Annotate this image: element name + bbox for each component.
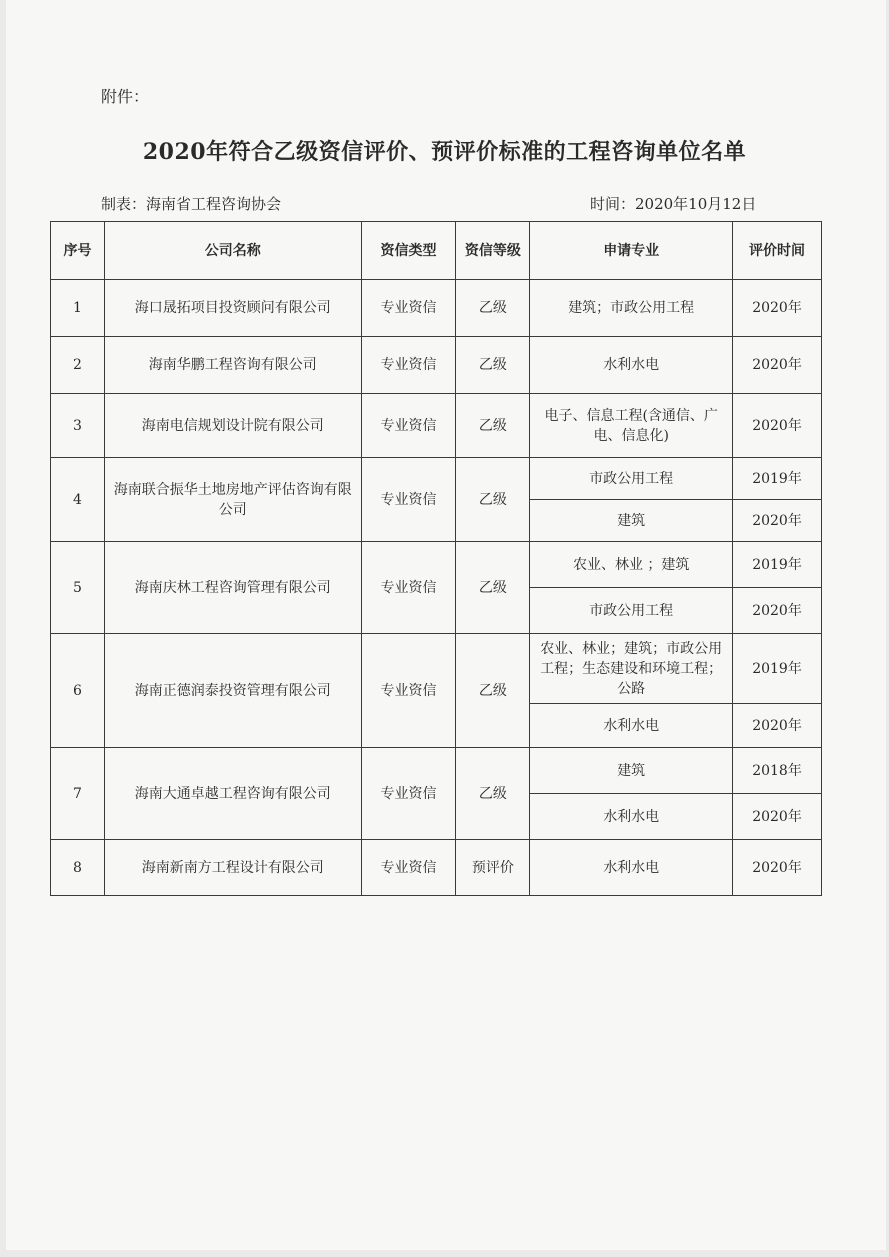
- table-maker: 制表：海南省工程咨询协会: [101, 195, 282, 213]
- cell-no: 4: [51, 458, 105, 542]
- cell-type: 专业资信: [361, 542, 456, 634]
- cell-major: 电子、信息工程(含通信、广电、信息化): [530, 394, 733, 458]
- cell-no: 6: [51, 634, 105, 748]
- cell-time: 2020年: [733, 280, 822, 337]
- header-time: 评价时间: [733, 222, 822, 280]
- cell-time: 2019年: [733, 458, 822, 500]
- table-header-row: [51, 222, 822, 280]
- header-major: 申请专业: [530, 222, 733, 280]
- cell-level: 乙级: [456, 337, 530, 394]
- header-no: 序号: [51, 222, 105, 280]
- table-row: [51, 337, 822, 394]
- cell-type: 专业资信: [361, 280, 456, 337]
- cell-no: 5: [51, 542, 105, 634]
- table-row: [51, 280, 822, 337]
- table-row: [51, 394, 822, 458]
- cell-time: 2020年: [733, 337, 822, 394]
- cell-level: 乙级: [456, 458, 530, 542]
- cell-major: 水利水电: [530, 704, 733, 748]
- cell-company: 海南电信规划设计院有限公司: [104, 394, 361, 458]
- cell-time: 2020年: [733, 500, 822, 542]
- cell-major: 水利水电: [530, 337, 733, 394]
- document-title: 2020年符合乙级资信评价、预评价标准的工程咨询单位名单: [142, 139, 747, 165]
- table-row: [51, 748, 822, 794]
- cell-major: 水利水电: [530, 840, 733, 896]
- cell-type: 专业资信: [361, 748, 456, 840]
- cell-type: 专业资信: [361, 394, 456, 458]
- cell-level: 乙级: [456, 542, 530, 634]
- table-row: [51, 542, 822, 588]
- cell-company: 海南正德润泰投资管理有限公司: [104, 634, 361, 748]
- table-body: [51, 280, 822, 896]
- cell-time: 2020年: [733, 840, 822, 896]
- cell-company: 海南联合振华土地房地产评估咨询有限公司: [104, 458, 361, 542]
- cell-level: 乙级: [456, 634, 530, 748]
- cell-level: 乙级: [456, 748, 530, 840]
- cell-major: 水利水电: [530, 794, 733, 840]
- cell-major: 市政公用工程: [530, 588, 733, 634]
- cell-type: 专业资信: [361, 337, 456, 394]
- attachment-label: 附件：: [101, 87, 150, 106]
- cell-time: 2018年: [733, 748, 822, 794]
- cell-no: 1: [51, 280, 105, 337]
- header-type: 资信类型: [361, 222, 456, 280]
- table-date: 时间：2020年10月12日: [590, 195, 757, 213]
- cell-major: 建筑: [530, 748, 733, 794]
- cell-time: 2020年: [733, 794, 822, 840]
- cell-no: 7: [51, 748, 105, 840]
- cell-time: 2020年: [733, 704, 822, 748]
- cell-company: 海南新南方工程设计有限公司: [104, 840, 361, 896]
- cell-type: 专业资信: [361, 458, 456, 542]
- cell-no: 2: [51, 337, 105, 394]
- cell-major: 农业、林业 ；建筑: [530, 542, 733, 588]
- cell-major: 建筑: [530, 500, 733, 542]
- cell-company: 海南庆林工程咨询管理有限公司: [104, 542, 361, 634]
- cell-company: 海南华鹏工程咨询有限公司: [104, 337, 361, 394]
- cell-major: 农业、林业；建筑；市政公用工程；生态建设和环境工程；公路: [530, 634, 733, 704]
- header-company: 公司名称: [104, 222, 361, 280]
- cell-major: 市政公用工程: [530, 458, 733, 500]
- cell-no: 3: [51, 394, 105, 458]
- cell-level: 预评价: [456, 840, 530, 896]
- cell-level: 乙级: [456, 394, 530, 458]
- cell-time: 2020年: [733, 394, 822, 458]
- cell-time: 2019年: [733, 634, 822, 704]
- cell-level: 乙级: [456, 280, 530, 337]
- cell-type: 专业资信: [361, 634, 456, 748]
- cell-time: 2019年: [733, 542, 822, 588]
- cell-company: 海口晟拓项目投资顾问有限公司: [104, 280, 361, 337]
- table-row: [51, 634, 822, 704]
- cell-no: 8: [51, 840, 105, 896]
- unit-list-table: [50, 221, 822, 896]
- header-level: 资信等级: [456, 222, 530, 280]
- cell-company: 海南大通卓越工程咨询有限公司: [104, 748, 361, 840]
- cell-time: 2020年: [733, 588, 822, 634]
- table-row: [51, 840, 822, 896]
- table-row: [51, 458, 822, 500]
- cell-type: 专业资信: [361, 840, 456, 896]
- cell-major: 建筑；市政公用工程: [530, 280, 733, 337]
